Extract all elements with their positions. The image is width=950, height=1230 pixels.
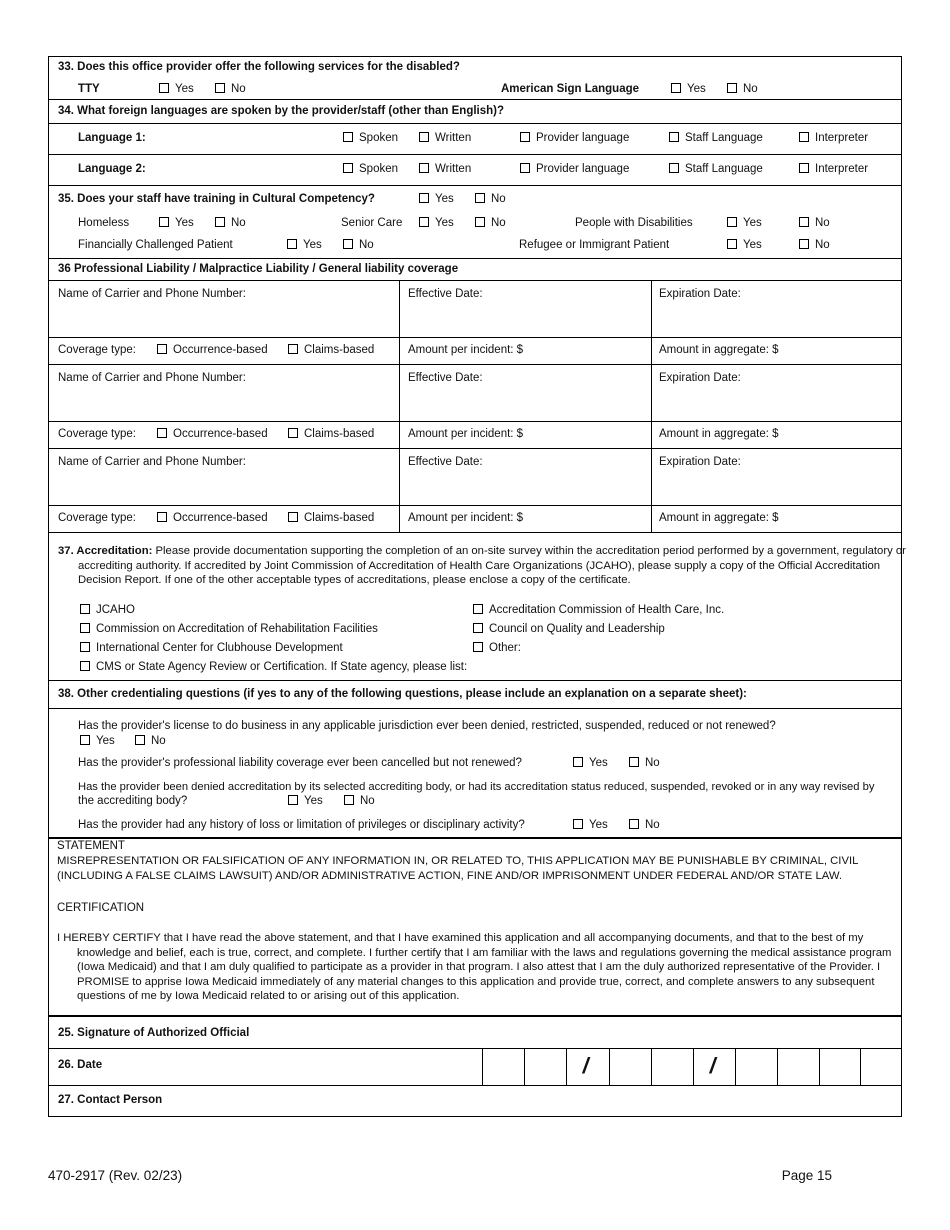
checkbox[interactable]: [520, 163, 530, 173]
q38-q3-yes[interactable]: Yes: [288, 795, 323, 807]
occurrence-based-option[interactable]: Occurrence-based: [157, 344, 268, 356]
checkbox[interactable]: [135, 735, 145, 745]
statement-section: [48, 838, 902, 1016]
cql-option[interactable]: Council on Quality and Leadership: [473, 623, 665, 635]
checkbox[interactable]: [727, 239, 737, 249]
lang1-spoken[interactable]: Spoken: [343, 132, 398, 144]
checkbox[interactable]: [419, 163, 429, 173]
q36-carrier-block-1: [48, 281, 902, 365]
q38-q4-yes[interactable]: Yes: [573, 819, 608, 831]
checkbox[interactable]: [629, 757, 639, 767]
senior-no[interactable]: No: [475, 217, 506, 229]
q37-paragraph: 37. Accreditation: Please provide documentation supporting the completion of an on-site survey within the accreditation period performed by a government, regulatory or accrediting authority. If accredited by Joint Commission of Accreditation of Health Care Organizations (JCAHO), please supply a copy of the Official Accreditation Decision Report. If one of the other acceptable types of accreditations, please enclose a copy of the certificate.: [58, 545, 906, 586]
checkbox[interactable]: [669, 132, 679, 142]
language-2-label: Language 2:: [78, 163, 146, 175]
date-row: [48, 1049, 902, 1086]
refugee-yes[interactable]: Yes: [727, 239, 762, 251]
lang2-spoken[interactable]: Spoken: [343, 163, 398, 175]
checkbox[interactable]: [419, 132, 429, 142]
q36-carrier-block-3: [48, 449, 902, 533]
homeless-no[interactable]: No: [215, 217, 246, 229]
q38-q3-no[interactable]: No: [344, 795, 375, 807]
lang1-staff[interactable]: Staff Language: [669, 132, 763, 144]
carrier-label: Name of Carrier and Phone Number:: [58, 372, 246, 384]
checkbox[interactable]: [80, 623, 90, 633]
form-number: 470-2917 (Rev. 02/23): [48, 1168, 183, 1183]
iccd-option[interactable]: International Center for Clubhouse Development: [80, 642, 343, 654]
date-box[interactable]: [651, 1049, 652, 1085]
checkbox[interactable]: [799, 239, 809, 249]
checkbox[interactable]: [669, 163, 679, 173]
date-label: 26. Date: [58, 1059, 103, 1071]
checkbox[interactable]: [159, 83, 169, 93]
q34-language-1-row: [48, 124, 902, 155]
checkbox[interactable]: [288, 795, 298, 805]
lang2-interpreter[interactable]: Interpreter: [799, 163, 868, 175]
q38-q2: Has the provider's professional liability coverage ever been cancelled but not renewed?: [78, 757, 522, 769]
tty-no[interactable]: No: [215, 83, 246, 95]
checkbox[interactable]: [419, 217, 429, 227]
asl-no[interactable]: No: [727, 83, 758, 95]
q36-title: 36 Professional Liability / Malpractice Liability / General liability coverage: [58, 263, 459, 275]
q38-q3-cont: the accrediting body?: [78, 795, 188, 807]
asl-yes[interactable]: Yes: [671, 83, 706, 95]
q35-yes[interactable]: Yes: [419, 193, 454, 205]
financial-yes[interactable]: Yes: [287, 239, 322, 251]
checkbox[interactable]: [573, 819, 583, 829]
checkbox[interactable]: [799, 132, 809, 142]
checkbox[interactable]: [288, 512, 298, 522]
checkbox[interactable]: [343, 239, 353, 249]
checkbox[interactable]: [159, 217, 169, 227]
refugee-no[interactable]: No: [799, 239, 830, 251]
tty-label: TTY: [78, 83, 100, 95]
financial-no[interactable]: No: [343, 239, 374, 251]
certification-heading: CERTIFICATION: [57, 902, 145, 914]
date-box[interactable]: [524, 1049, 525, 1085]
date-box[interactable]: [735, 1049, 736, 1085]
date-box[interactable]: [693, 1049, 694, 1085]
financial-label: Financially Challenged Patient: [78, 239, 233, 251]
q36-carrier-block-2: [48, 365, 902, 449]
signature-label: 25. Signature of Authorized Official: [58, 1027, 250, 1039]
other-option[interactable]: Other:: [473, 642, 521, 654]
q38-q1-yes[interactable]: Yes: [80, 735, 115, 747]
certification-text: I HEREBY CERTIFY that I have read the above statement, and that I have examined this application and all accompanying documents, and that to the best of my knowledge and belief, each is true, correct, and complete. I further certify that I am familiar with the laws and regulations governing the medical assistance program (Iowa Medicaid) and that I am duly qualified to participate as a provider in that program. I also attest that I am the duly authorized representative of the Provider. I PROMISE to apprise Iowa Medicaid immediately of any material changes to this application and provide true, correct, and complete answers to any subsequent questions of me by Iowa Medicaid related to or arising out of this application.: [57, 932, 892, 1002]
q35-section: [48, 186, 902, 259]
q33-question: 33. Does this office provider offer the following services for the disabled?: [58, 61, 460, 73]
q38-q3: Has the provider been denied accreditation by its selected accrediting body, or had its accreditation status reduced, suspended, revoked or in any way revised by: [78, 781, 875, 793]
checkbox[interactable]: [671, 83, 681, 93]
disabilities-label: People with Disabilities: [575, 217, 693, 229]
lang2-written[interactable]: Written: [419, 163, 471, 175]
carrier-label: Name of Carrier and Phone Number:: [58, 288, 246, 300]
language-1-label: Language 1:: [78, 132, 146, 144]
homeless-yes[interactable]: Yes: [159, 217, 194, 229]
lang2-staff[interactable]: Staff Language: [669, 163, 763, 175]
per-incident-label: Amount per incident: $: [408, 512, 524, 524]
effective-date-label: Effective Date:: [408, 456, 483, 468]
checkbox[interactable]: [215, 217, 225, 227]
q38-q1: Has the provider's license to do business in any applicable jurisdiction ever been denied, restricted, suspended, reduced or not renewed?: [78, 720, 776, 732]
checkbox[interactable]: [419, 193, 429, 203]
q34-question: 34. What foreign languages are spoken by the provider/staff (other than English)?: [58, 105, 505, 117]
checkbox[interactable]: [799, 217, 809, 227]
claims-based-option[interactable]: Claims-based: [288, 428, 374, 440]
checkbox[interactable]: [80, 642, 90, 652]
checkbox[interactable]: [727, 217, 737, 227]
checkbox[interactable]: [157, 428, 167, 438]
per-incident-label: Amount per incident: $: [408, 428, 524, 440]
aggregate-label: Amount in aggregate: $: [659, 428, 779, 440]
contact-row: [48, 1086, 902, 1117]
effective-date-label: Effective Date:: [408, 288, 483, 300]
occurrence-based-option[interactable]: Occurrence-based: [157, 428, 268, 440]
q34-header: [48, 100, 902, 124]
senior-yes[interactable]: Yes: [419, 217, 454, 229]
checkbox[interactable]: [288, 344, 298, 354]
checkbox[interactable]: [287, 239, 297, 249]
coverage-type-label: Coverage type:: [58, 344, 136, 356]
lang1-provider[interactable]: Provider language: [520, 132, 629, 144]
tty-yes[interactable]: Yes: [159, 83, 194, 95]
coverage-type-label: Coverage type:: [58, 512, 136, 524]
checkbox[interactable]: [727, 83, 737, 93]
checkbox[interactable]: [344, 795, 354, 805]
expiration-date-label: Expiration Date:: [659, 288, 741, 300]
coverage-type-label: Coverage type:: [58, 428, 136, 440]
checkbox[interactable]: [473, 642, 483, 652]
date-box[interactable]: [819, 1049, 820, 1085]
date-box[interactable]: [609, 1049, 610, 1085]
q38-q1-no[interactable]: No: [135, 735, 166, 747]
carrier-label: Name of Carrier and Phone Number:: [58, 456, 246, 468]
disabilities-yes[interactable]: Yes: [727, 217, 762, 229]
date-box[interactable]: [777, 1049, 778, 1085]
lang1-written[interactable]: Written: [419, 132, 471, 144]
refugee-label: Refugee or Immigrant Patient: [519, 239, 670, 251]
checkbox[interactable]: [80, 604, 90, 614]
signature-row: [48, 1016, 902, 1049]
checkbox[interactable]: [473, 623, 483, 633]
expiration-date-label: Expiration Date:: [659, 456, 741, 468]
page-number: Page 15: [781, 1168, 832, 1183]
checkbox[interactable]: [157, 344, 167, 354]
q35-no[interactable]: No: [475, 193, 506, 205]
claims-based-option[interactable]: Claims-based: [288, 344, 374, 356]
q38-title: 38. Other credentialing questions (if yes to any of the following questions, please include an explanation on a separate sheet):: [58, 688, 747, 700]
date-separator-1: /: [580, 1053, 592, 1078]
effective-date-label: Effective Date:: [408, 372, 483, 384]
disabilities-no[interactable]: No: [799, 217, 830, 229]
statement-text: MISREPRESENTATION OR FALSIFICATION OF ANY INFORMATION IN, OR RELATED TO, THIS APPLICATION MAY BE PUNISHABLE BY CRIMINAL, CIVIL (INCLUDING A FALSE CLAIMS LAWSUIT) AND/OR ADMINISTRATIVE ACTION, FINE AND/OR IMPRISONMENT UNDER FEDERAL AND/OR STATE LAW.: [57, 855, 858, 882]
lang1-interpreter[interactable]: Interpreter: [799, 132, 868, 144]
checkbox[interactable]: [475, 217, 485, 227]
checkbox[interactable]: [288, 428, 298, 438]
asl-label: American Sign Language: [501, 83, 640, 95]
checkbox[interactable]: [473, 604, 483, 614]
date-separator-2: /: [707, 1053, 719, 1078]
checkbox[interactable]: [520, 132, 530, 142]
achc-option[interactable]: Accreditation Commission of Health Care, Inc.: [473, 604, 724, 616]
date-box[interactable]: [566, 1049, 567, 1085]
checkbox[interactable]: [629, 819, 639, 829]
checkbox[interactable]: [799, 163, 809, 173]
claims-based-option[interactable]: Claims-based: [288, 512, 374, 524]
occurrence-based-option[interactable]: Occurrence-based: [157, 512, 268, 524]
q38-header: [48, 681, 902, 709]
checkbox[interactable]: [80, 735, 90, 745]
carf-option[interactable]: Commission on Accreditation of Rehabilitation Facilities: [80, 623, 378, 635]
lang2-provider[interactable]: Provider language: [520, 163, 629, 175]
q38-q2-no[interactable]: No: [629, 757, 660, 769]
q38-q4: Has the provider had any history of loss or limitation of privileges or disciplinary activity?: [78, 819, 525, 831]
checkbox[interactable]: [80, 661, 90, 671]
aggregate-label: Amount in aggregate: $: [659, 512, 779, 524]
checkbox[interactable]: [343, 163, 353, 173]
q37-section: [48, 533, 906, 681]
statement-heading: STATEMENT: [57, 840, 125, 852]
checkbox[interactable]: [157, 512, 167, 522]
expiration-date-label: Expiration Date:: [659, 372, 741, 384]
aggregate-label: Amount in aggregate: $: [659, 344, 779, 356]
contact-label: 27. Contact Person: [58, 1094, 163, 1106]
q38-q2-yes[interactable]: Yes: [573, 757, 608, 769]
checkbox[interactable]: [343, 132, 353, 142]
q38-q4-no[interactable]: No: [629, 819, 660, 831]
date-box[interactable]: [860, 1049, 861, 1085]
q38-questions: [48, 709, 902, 838]
date-box[interactable]: [482, 1049, 483, 1085]
q35-question: 35. Does your staff have training in Cultural Competency?: [58, 193, 375, 205]
checkbox[interactable]: [475, 193, 485, 203]
homeless-label: Homeless: [78, 217, 130, 229]
per-incident-label: Amount per incident: $: [408, 344, 524, 356]
q33-section: [48, 56, 902, 100]
q36-header: [48, 259, 902, 281]
checkbox[interactable]: [215, 83, 225, 93]
jcaho-option[interactable]: JCAHO: [80, 604, 135, 616]
cms-option[interactable]: CMS or State Agency Review or Certification. If State agency, please list:: [80, 661, 467, 673]
q34-language-2-row: [48, 155, 902, 186]
senior-care-label: Senior Care: [341, 217, 403, 229]
checkbox[interactable]: [573, 757, 583, 767]
